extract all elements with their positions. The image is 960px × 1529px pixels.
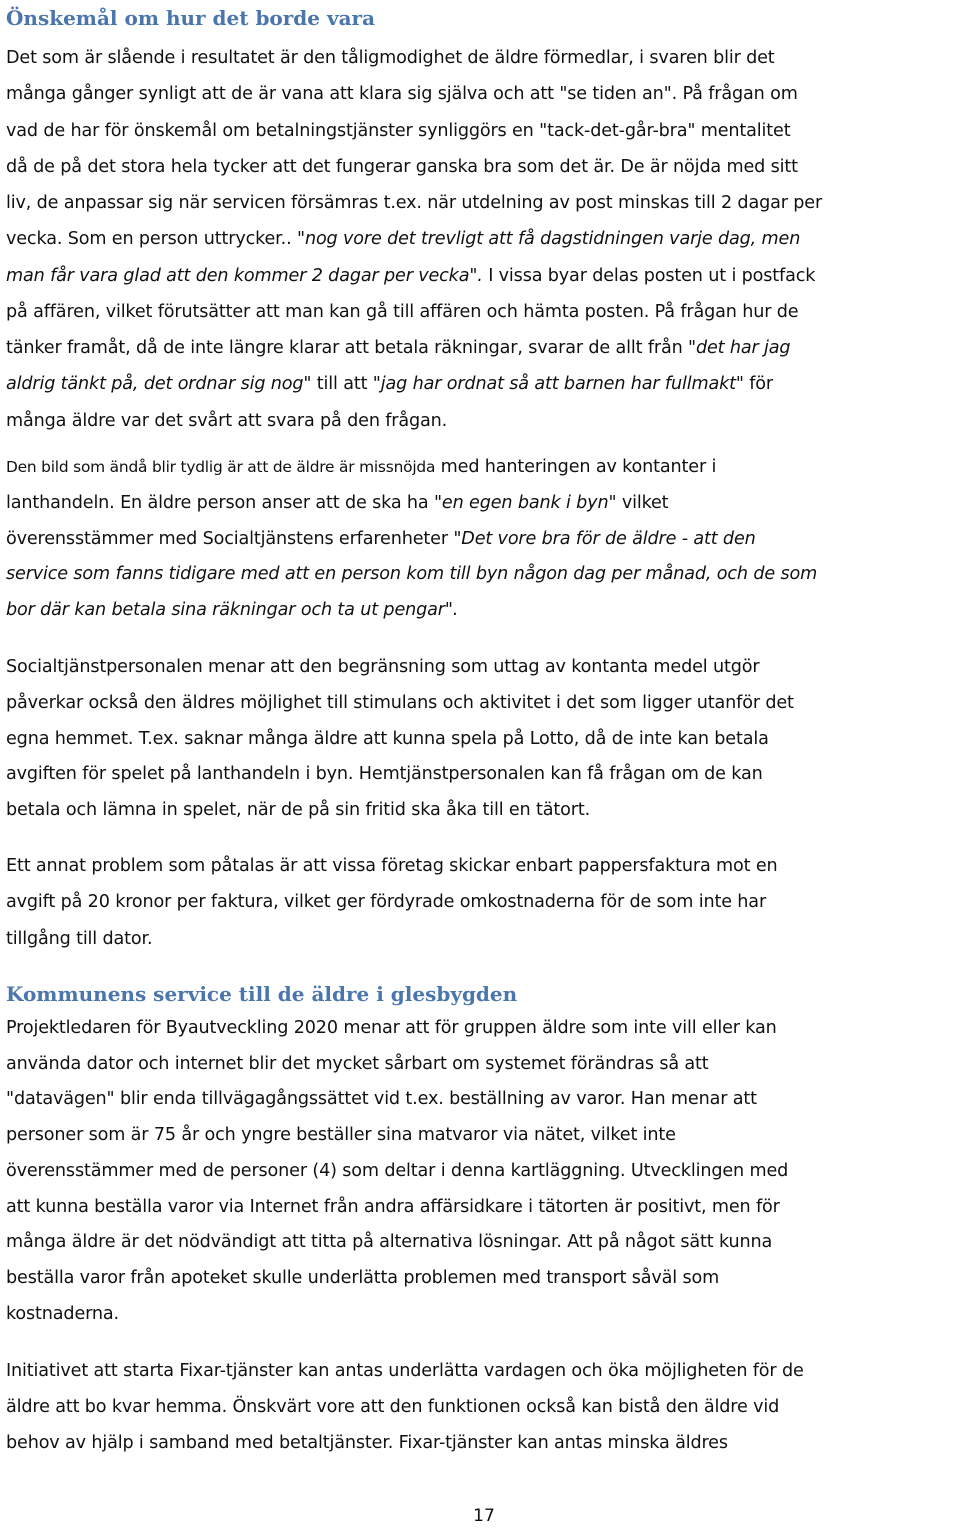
text-run: många gånger synligt att de är vana att klara sig själva och att "se tiden an". På frågan om (6, 84, 798, 105)
italic-quote-run: det har jag (695, 338, 791, 358)
text-line (6, 113, 956, 149)
text-line (6, 185, 956, 221)
page-number: 17 (473, 1506, 495, 1526)
paragraph-paper-invoice (6, 848, 956, 957)
text-run: Initiativet att starta Fixar-tjänster kan antas underlätta vardagen och öka möjligheten för de (6, 1361, 804, 1381)
text-run: " för (735, 374, 773, 395)
text-run: Projektledaren för Byautveckling 2020 menar att för gruppen äldre som inte vill eller kan (6, 1018, 777, 1038)
italic-quote-run: Det vore bra för de äldre - att den (461, 528, 756, 549)
text-line (6, 149, 956, 185)
text-line (6, 593, 956, 629)
text-run: vecka. Som en person uttrycker.. " (6, 229, 305, 250)
text-line (6, 330, 956, 366)
paragraph-social-staff (6, 650, 956, 829)
text-run: överensstämmer med de personer (4) som deltar i denna kartläggning. Utvecklingen med (6, 1160, 789, 1181)
text-run: kostnaderna. (6, 1303, 119, 1324)
text-run: I vissa byar delas posten ut i postfack (482, 265, 816, 286)
text-line (6, 1261, 956, 1297)
text-run: många äldre var det svårt att svara på den frågan. (6, 410, 448, 431)
section-heading-wishes: Önskemål om hur det borde vara (6, 6, 376, 30)
text-run: betala och lämna in spelet, när de på sin fritid ska åka till en tätort. (6, 800, 591, 821)
text-line (6, 366, 956, 402)
text-line (6, 76, 956, 112)
text-line (6, 450, 956, 486)
text-line (6, 40, 956, 76)
paragraph-project-leader (6, 1011, 956, 1332)
text-run: avgiften för spelet på lanthandeln i byn. Hemtjänstpersonalen kan få frågan om de kan (6, 764, 763, 785)
text-line (6, 294, 956, 330)
text-line (6, 1297, 956, 1333)
paragraph-fixar-services (6, 1353, 956, 1461)
text-run: tänker framåt, då de inte längre klarar att betala räkningar, svarar de allt från " (6, 338, 696, 358)
text-run: äldre att bo kvar hemma. Önskvärt vore att den funktionen också kan bistå den äldre vid (6, 1397, 780, 1417)
text-run: beställa varor från apoteket skulle underlätta problemen med transport såväl som (6, 1267, 720, 1288)
text-run: Den bild som ändå blir tydlig är att de äldre är missnöjda (6, 458, 436, 476)
text-run: att kunna beställa varor via Internet från andra affärsidkare i tätorten är positivt, men för (6, 1196, 780, 1217)
text-line (6, 921, 956, 957)
text-line (6, 1082, 956, 1118)
text-run: " till att " (303, 374, 381, 395)
text-line (6, 1011, 956, 1047)
italic-quote-run: aldrig tänkt på, det ordnar sig nog (6, 374, 304, 395)
text-line (6, 1389, 956, 1425)
paragraph-patience (6, 40, 956, 439)
text-run: Socialtjänstpersonalen menar att den begränsning som uttag av kontanta medel utgör (6, 657, 760, 677)
text-line (6, 848, 956, 884)
text-run: överensstämmer med Socialtjänstens erfarenheter " (6, 528, 462, 549)
text-run: " vilket (608, 492, 669, 513)
text-run: Det som är slående i resultatet är den tåligmodighet de äldre förmedlar, i svaren blir det (6, 48, 775, 68)
text-run: behov av hjälp i samband med betaltjänster. Fixar-tjänster kan antas minska äldres (6, 1433, 728, 1453)
text-line (6, 793, 956, 829)
text-line (6, 686, 956, 722)
italic-quote-run: jag har ordnat så att barnen har fullmakt (380, 374, 736, 395)
italic-quote-run: service som fanns tidigare med att en person kom till byn någon dag per månad, och de som (6, 564, 818, 585)
text-line (6, 1225, 956, 1261)
text-line (6, 884, 956, 920)
text-run: lanthandeln. En äldre person anser att de ska ha " (6, 492, 442, 513)
text-line (6, 522, 956, 558)
italic-quote-run: nog vore det trevligt att få dagstidningen varje dag, men (304, 229, 801, 250)
text-run: med hanteringen av kontanter i (435, 457, 717, 477)
text-line (6, 403, 956, 439)
italic-quote-run: man får vara glad att den kommer 2 dagar per vecka". (6, 265, 483, 286)
text-run: avgift på 20 kronor per faktura, vilket ger fördyrade omkostnaderna för de som inte har (6, 892, 767, 913)
text-line (6, 1425, 956, 1461)
text-line (6, 1154, 956, 1190)
section-heading-municipal-service: Kommunens service till de äldre i glesbygden (6, 982, 518, 1006)
text-run: vad de har för önskemål om betalningstjänster synliggörs en "tack-det-går-bra" mentalitet (6, 120, 791, 141)
text-line (6, 1190, 956, 1226)
text-run: Ett annat problem som påtalas är att vissa företag skickar enbart pappersfaktura mot en (6, 856, 778, 876)
text-run: tillgång till dator. (6, 928, 153, 949)
text-line (6, 722, 956, 758)
text-line (6, 557, 956, 593)
text-run: "datavägen" blir enda tillvägagångssättet vid t.ex. beställning av varor. Han menar att (6, 1089, 757, 1110)
text-run: påverkar också den äldres möjlighet till stimulans och aktivitet i det som ligger utanför det (6, 692, 794, 713)
text-line (6, 1118, 956, 1154)
text-run: liv, de anpassar sig när servicen försämras t.ex. när utdelning av post minskas till 2 dagar per (6, 193, 823, 213)
text-run: använda dator och internet blir det mycket sårbart om systemet förändras så att (6, 1053, 709, 1074)
text-run: egna hemmet. T.ex. saknar många äldre att kunna spela på Lotto, då de inte kan betala (6, 728, 769, 749)
italic-quote-run: bor där kan betala sina räkningar och ta ut pengar". (6, 600, 459, 621)
text-line (6, 1047, 956, 1083)
text-line (6, 486, 956, 522)
text-line (6, 757, 956, 793)
italic-quote-run: en egen bank i byn (441, 492, 609, 513)
paragraph-cash-handling (6, 450, 956, 629)
text-line (6, 650, 956, 686)
text-run: då de på det stora hela tycker att det fungerar ganska bra som det är. De är nöjda med sitt (6, 156, 798, 177)
text-run: personer som är 75 år och yngre beställer sina matvaror via nätet, vilket inte (6, 1125, 676, 1146)
text-line (6, 221, 956, 257)
text-run: många äldre är det nödvändigt att titta på alternativa lösningar. Att på något sätt kunna (6, 1232, 773, 1253)
text-run: på affären, vilket förutsätter att man kan gå till affären och hämta posten. På frågan hur de (6, 301, 799, 322)
text-line (6, 1353, 956, 1389)
text-line (6, 258, 956, 294)
